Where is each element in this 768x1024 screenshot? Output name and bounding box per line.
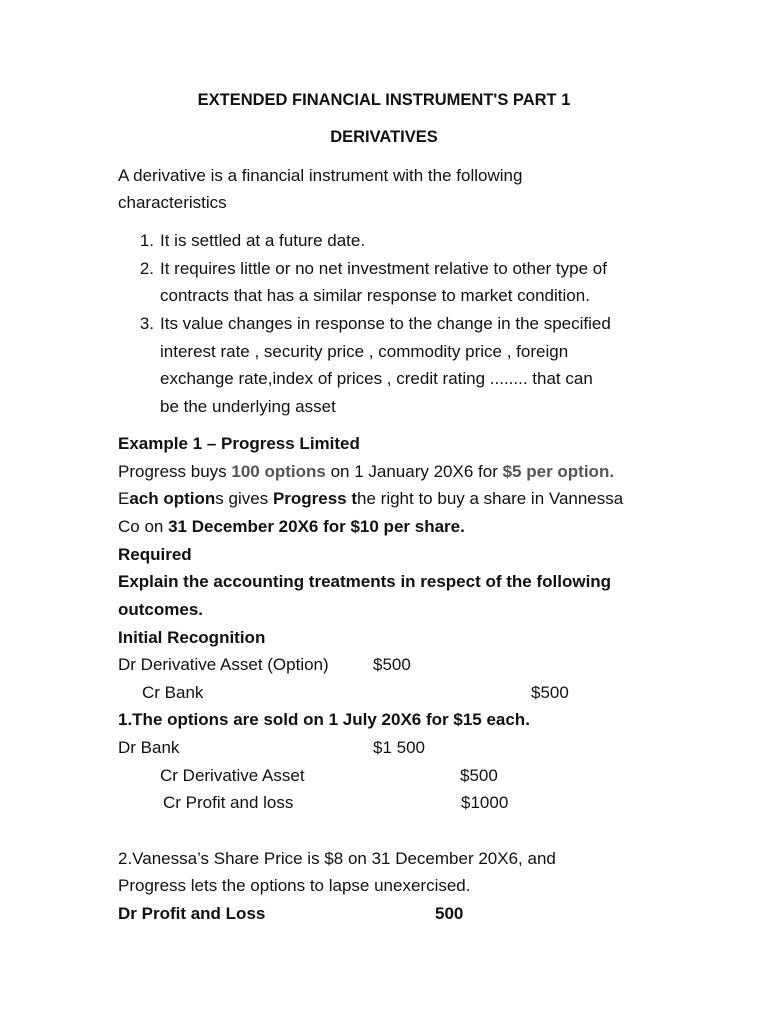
outcome-2-line-1: 2.Vanessa’s Share Price is $8 on 31 December 20X6, and (118, 849, 556, 868)
text-run: E (118, 489, 130, 508)
explain-line-2: outcomes. (118, 600, 204, 619)
journal-dr-amount: $1 500 (373, 738, 425, 757)
list-number: 2. (139, 259, 154, 278)
journal-cr-derivative-asset: Cr Derivative Asset (160, 766, 305, 785)
journal-cr-amount: $500 (531, 683, 569, 702)
text-run: Co on (118, 517, 169, 536)
journal-dr-profit-and-loss: Dr Profit and Loss (118, 904, 266, 923)
journal-dr-derivative-asset: Dr Derivative Asset (Option) (118, 655, 329, 674)
example-text-line-2 (118, 485, 623, 512)
journal-dr-amount: $500 (373, 655, 411, 674)
text-run: on 1 January 20X6 for (325, 462, 503, 481)
list-text: Its value changes in response to the change in the specified (160, 314, 611, 333)
characteristic-item-3-cont-3: be the underlying asset (160, 397, 336, 416)
required-heading: Required (118, 545, 192, 564)
list-number: 1. (139, 231, 154, 250)
journal-cr-profit-and-loss: Cr Profit and loss (163, 793, 294, 812)
list-text: It is settled at a future date. (160, 231, 366, 250)
outcome-2-line-2: Progress lets the options to lapse unexercised. (118, 876, 471, 895)
outcome-1-heading: 1.The options are sold on 1 July 20X6 for $15 each. (118, 710, 530, 729)
example-text-line-3 (118, 513, 465, 540)
document-title: EXTENDED FINANCIAL INSTRUMENT'S PART 1 (197, 91, 571, 109)
journal-dr-bank: Dr Bank (118, 738, 180, 757)
characteristic-item-3 (130, 310, 611, 337)
initial-recognition-heading: Initial Recognition (118, 628, 266, 647)
intro-line-1: A derivative is a financial instrument with the following (118, 166, 523, 185)
characteristic-item-2-cont: contracts that has a similar response to market condition. (160, 286, 590, 305)
text-run: s gives (215, 489, 273, 508)
characteristic-item-1 (130, 227, 365, 254)
section-subtitle: DERIVATIVES (330, 128, 438, 146)
characteristic-item-3-cont-1: interest rate , security price , commodity price , foreign (160, 342, 569, 361)
characteristic-item-3-cont-2: exchange rate,index of prices , credit rating ........ that can (160, 369, 593, 388)
example-text-line-1 (118, 458, 614, 485)
example-heading: Example 1 – Progress Limited (118, 434, 360, 453)
text-run-bold: 31 December 20X6 for $10 per share. (168, 517, 465, 536)
intro-line-2: characteristics (118, 193, 227, 212)
journal-dr-amount: 500 (435, 904, 464, 923)
text-run-bold: ach option (129, 489, 216, 508)
characteristic-item-2 (130, 255, 607, 282)
journal-cr-amount: $1000 (461, 793, 509, 812)
highlight-option-count: 100 options (231, 462, 326, 481)
text-run: Progress buys (118, 462, 232, 481)
list-number: 3. (139, 314, 154, 333)
text-run-bold: Progress t (272, 489, 358, 508)
journal-cr-bank: Cr Bank (142, 683, 204, 702)
list-text: It requires little or no net investment relative to other type of (160, 259, 607, 278)
highlight-option-price: $5 per option. (502, 462, 615, 481)
text-run: he right to buy a share in Vannessa (357, 489, 624, 508)
explain-line-1: Explain the accounting treatments in respect of the following (118, 572, 612, 591)
journal-cr-amount: $500 (460, 766, 498, 785)
